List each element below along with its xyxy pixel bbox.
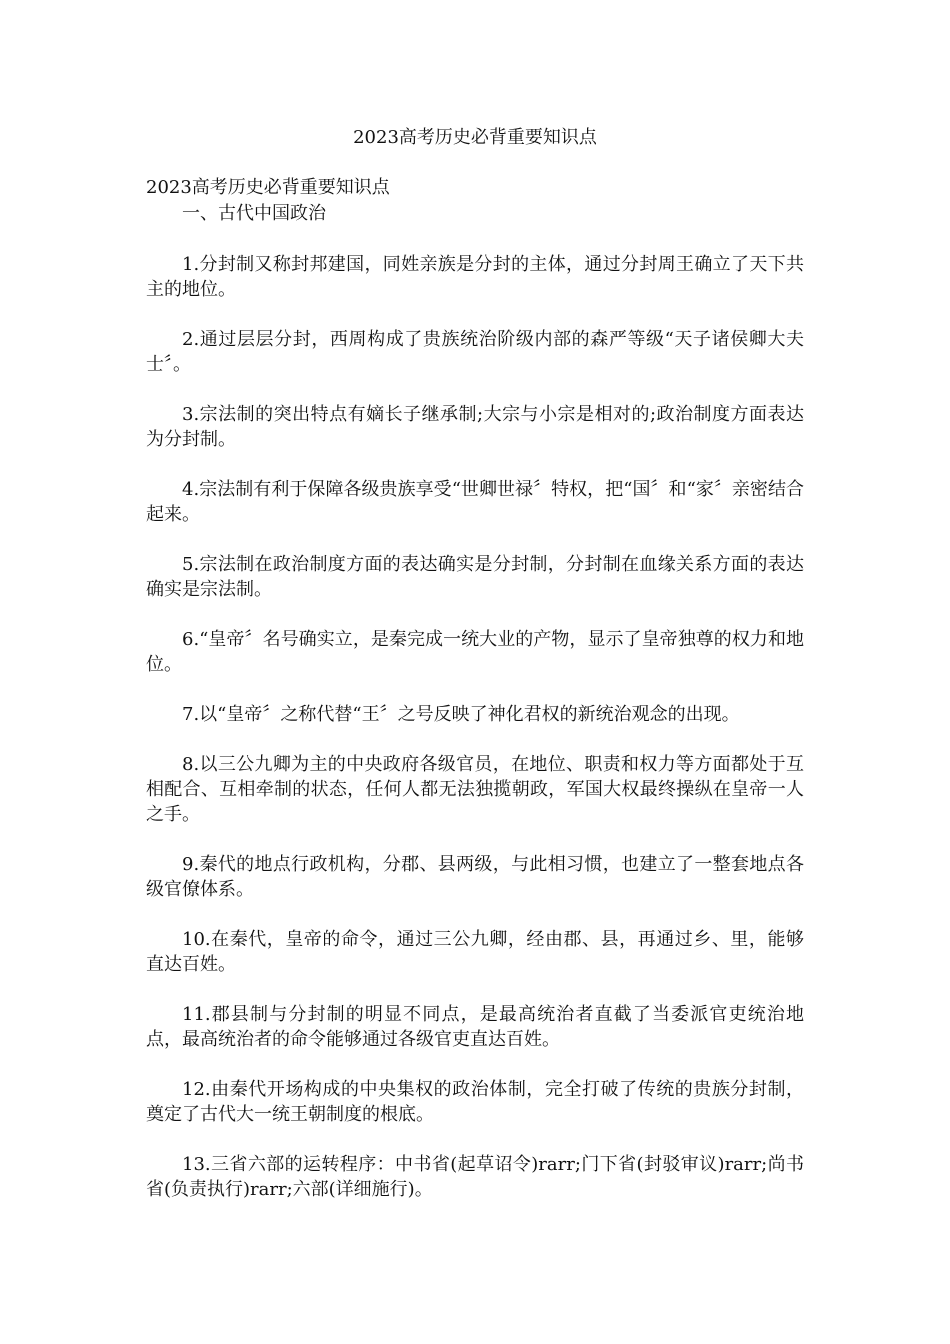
knowledge-point: 11.郡县制与分封制的明显不同点，是最高统治者直截了当委派官吏统治地点，最高统治者的命令能够通过各级官吏直达百姓。 [146, 1004, 804, 1050]
knowledge-point: 2.通过层层分封，西周构成了贵族统治阶级内部的森严等级“天子诸侯卿大夫士〞。 [146, 329, 804, 375]
document-body [146, 176, 804, 1227]
section-heading: 一、古代中国政治 [182, 203, 326, 224]
knowledge-point: 6.“皇帝〞名号确实立，是秦完成一统大业的产物，显示了皇帝独尊的权力和地位。 [146, 629, 804, 675]
knowledge-point: 10.在秦代，皇帝的命令，通过三公九卿，经由郡、县，再通过乡、里，能够直达百姓。 [146, 929, 804, 975]
knowledge-point: 1.分封制又称封邦建国，同姓亲族是分封的主体，通过分封周王确立了天下共主的地位。 [146, 254, 804, 300]
knowledge-point: 4.宗法制有利于保障各级贵族享受“世卿世禄〞特权，把“国〞和“家〞亲密结合起来。 [146, 479, 804, 525]
knowledge-point: 3.宗法制的突出特点有嫡长子继承制;大宗与小宗是相对的;政治制度方面表达为分封制。 [146, 404, 804, 450]
knowledge-point: 9.秦代的地点行政机构，分郡、县两级，与此相习惯，也建立了一整套地点各级官僚体系。 [146, 854, 804, 900]
knowledge-point: 7.以“皇帝〞之称代替“王〞之号反映了神化君权的新统治观念的出现。 [182, 704, 740, 725]
knowledge-point: 12.由秦代开场构成的中央集权的政治体制，完全打破了传统的贵族分封制，奠定了古代大一统王朝制度的根底。 [146, 1079, 804, 1125]
document-title: 2023高考历史必背重要知识点 [353, 127, 597, 148]
document-subtitle: 2023高考历史必背重要知识点 [146, 177, 390, 198]
knowledge-point: 8.以三公九卿为主的中央政府各级官员，在地位、职责和权力等方面都处于互相配合、互相牵制的状态，任何人都无法独揽朝政，军国大权最终操纵在皇帝一人之手。 [146, 754, 804, 825]
knowledge-point: 5.宗法制在政治制度方面的表达确实是分封制，分封制在血缘关系方面的表达确实是宗法制。 [146, 554, 804, 600]
knowledge-point: 13.三省六部的运转程序：中书省(起草诏令)rarr;门下省(封驳审议)rarr;尚书省(负责执行)rarr;六部(详细施行)。 [146, 1154, 804, 1200]
knowledge-point-list [146, 252, 804, 1202]
